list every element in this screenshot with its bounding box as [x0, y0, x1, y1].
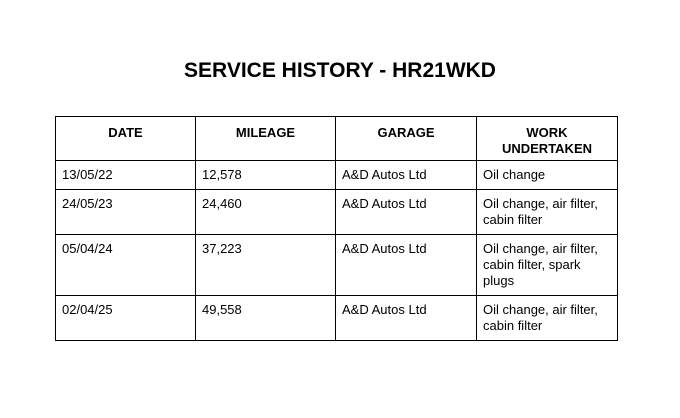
- page-title: SERVICE HISTORY - HR21WKD: [184, 59, 496, 82]
- table-header-row: [56, 117, 618, 161]
- cell-garage: A&D Autos Ltd: [336, 190, 477, 235]
- cell-work-undertaken: Oil change: [477, 161, 618, 190]
- column-header-garage: GARAGE: [336, 117, 477, 161]
- cell-date: 13/05/22: [56, 161, 196, 190]
- column-header-date: DATE: [56, 117, 196, 161]
- table-row: [56, 161, 618, 190]
- cell-mileage: 49,558: [196, 296, 336, 341]
- column-header-work-undertaken: WORK UNDERTAKEN: [477, 117, 618, 161]
- cell-date: 02/04/25: [56, 296, 196, 341]
- cell-work-undertaken: Oil change, air filter, cabin filter, spark plugs: [477, 235, 618, 296]
- service-history-table: [55, 116, 618, 341]
- cell-mileage: 12,578: [196, 161, 336, 190]
- table-row: [56, 190, 618, 235]
- cell-garage: A&D Autos Ltd: [336, 296, 477, 341]
- cell-garage: A&D Autos Ltd: [336, 161, 477, 190]
- table-row: [56, 296, 618, 341]
- cell-garage: A&D Autos Ltd: [336, 235, 477, 296]
- cell-mileage: 24,460: [196, 190, 336, 235]
- cell-mileage: 37,223: [196, 235, 336, 296]
- table-row: [56, 235, 618, 296]
- column-header-mileage: MILEAGE: [196, 117, 336, 161]
- cell-date: 05/04/24: [56, 235, 196, 296]
- cell-date: 24/05/23: [56, 190, 196, 235]
- cell-work-undertaken: Oil change, air filter, cabin filter: [477, 190, 618, 235]
- cell-work-undertaken: Oil change, air filter, cabin filter: [477, 296, 618, 341]
